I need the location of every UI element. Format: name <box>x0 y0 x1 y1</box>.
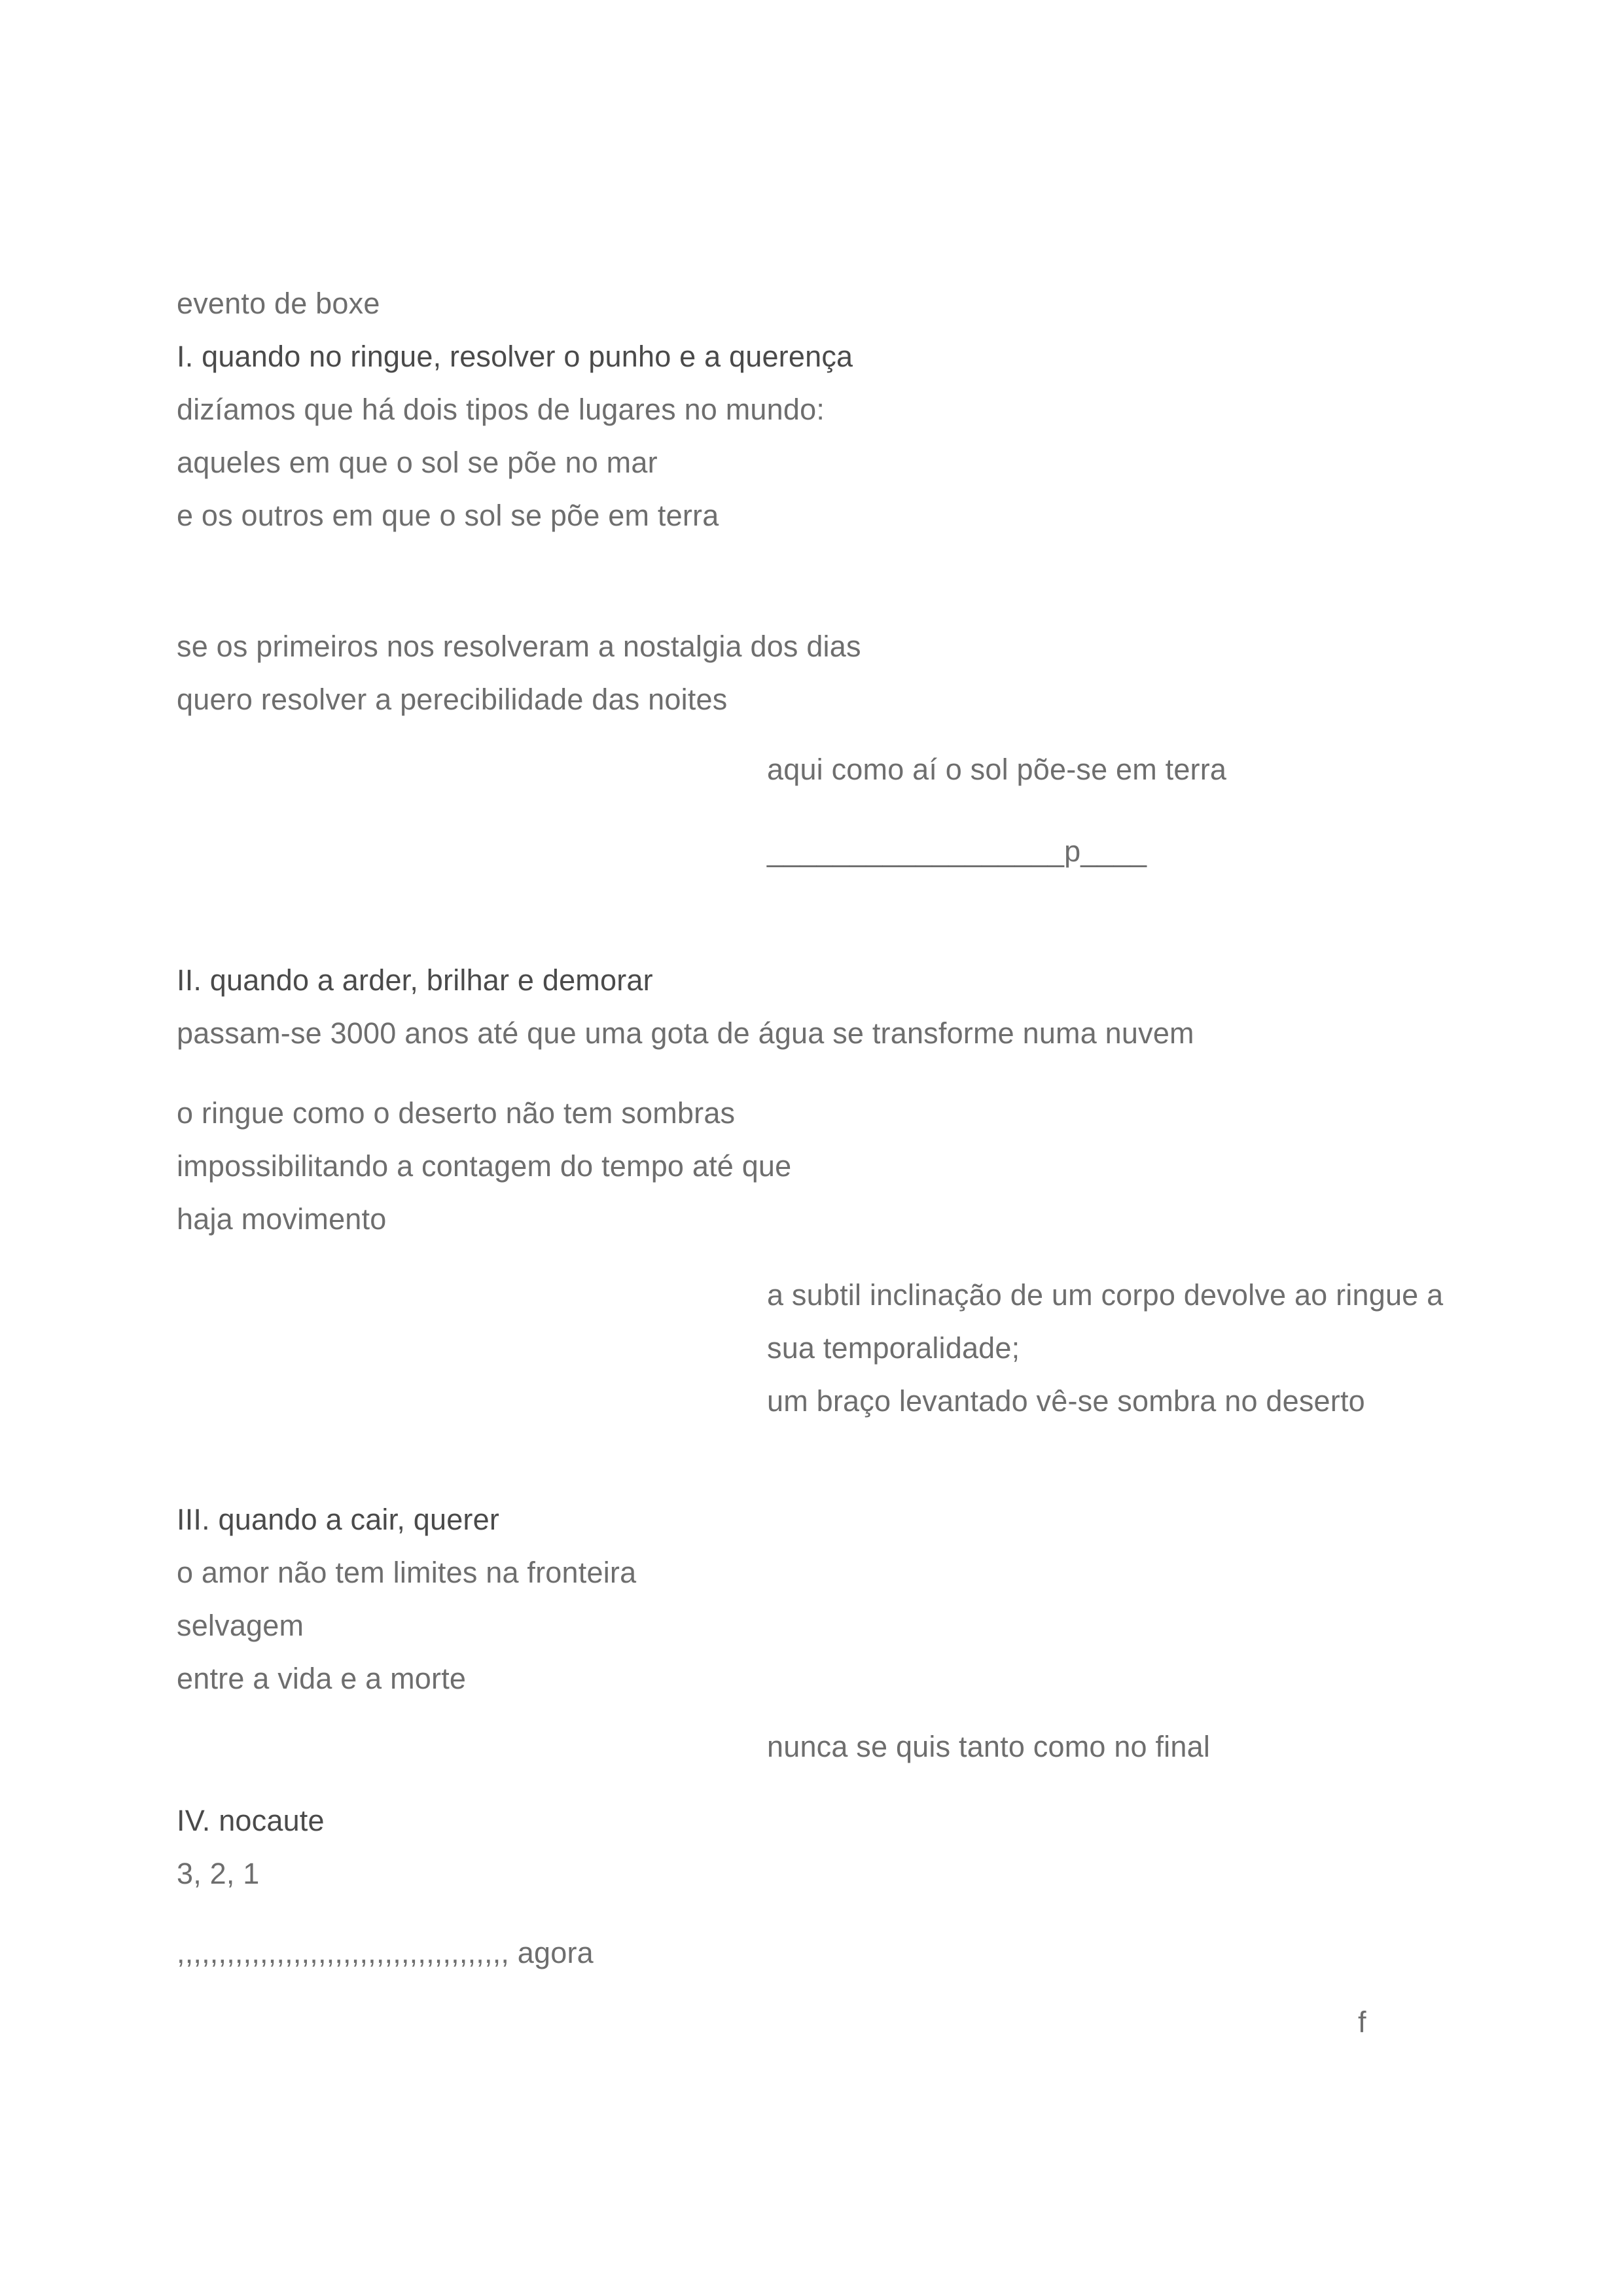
poem-line: evento de boxe <box>177 287 380 320</box>
stanza <box>177 1720 1459 1773</box>
poem-line: impossibilitando a contagem do tempo até que <box>177 1149 792 1183</box>
poem-section-heading: II. quando a arder, brilhar e demorar <box>177 963 653 997</box>
poem-line: entre a vida e a morte <box>177 1662 467 1695</box>
stanza <box>177 1268 1459 1427</box>
poem-line: quero resolver a perecibilidade das noites <box>177 683 728 716</box>
poem-line: se os primeiros nos resolveram a nostalgia dos dias <box>177 630 861 663</box>
poem-line: passam-se 3000 anos até que uma gota de água se transforme numa nuvem <box>177 1016 1194 1050</box>
poem-line: aqui como aí o sol põe-se em terra <box>767 753 1227 786</box>
stanza <box>177 954 1459 1060</box>
poem-line: ,,,,,,,,,,,,,,,,,,,,,,,,,,,,,,,,,,,,,,,, agora <box>177 1936 594 1969</box>
poem-line: e os outros em que o sol se põe em terra <box>177 499 719 532</box>
stanza <box>177 1493 1459 1705</box>
stanza <box>177 1794 1459 1900</box>
stanza <box>177 825 1459 878</box>
poem-line: __________________p____ <box>767 834 1147 868</box>
poem-line: nunca se quis tanto como no final <box>767 1730 1211 1763</box>
poem-section-heading: I. quando no ringue, resolver o punho e a querença <box>177 340 853 373</box>
poem-body <box>177 277 1459 2049</box>
poem-line: o ringue como o deserto não tem sombras <box>177 1096 736 1130</box>
stanza <box>177 1086 1459 1246</box>
poem-line: aqueles em que o sol se põe no mar <box>177 446 658 479</box>
stanza <box>177 1996 1459 2049</box>
poem-line: 3, 2, 1 <box>177 1857 260 1890</box>
poem-line: f <box>1358 2005 1366 2039</box>
stanza <box>177 277 1459 542</box>
poem-line: sua temporalidade; <box>767 1331 1020 1365</box>
stanza <box>177 1926 1459 1979</box>
stanza <box>177 620 1459 726</box>
poem-section-heading: IV. nocaute <box>177 1804 325 1837</box>
stanza <box>177 743 1459 796</box>
poem-line: haja movimento <box>177 1202 387 1236</box>
poem-line: a subtil inclinação de um corpo devolve ao ringue a <box>767 1278 1444 1312</box>
poem-line: selvagem <box>177 1609 304 1642</box>
poem-section-heading: III. quando a cair, querer <box>177 1503 500 1536</box>
poem-line: o amor não tem limites na fronteira <box>177 1556 637 1589</box>
poem-line: um braço levantado vê-se sombra no deserto <box>767 1384 1365 1418</box>
poem-line: dizíamos que há dois tipos de lugares no mundo: <box>177 393 825 426</box>
